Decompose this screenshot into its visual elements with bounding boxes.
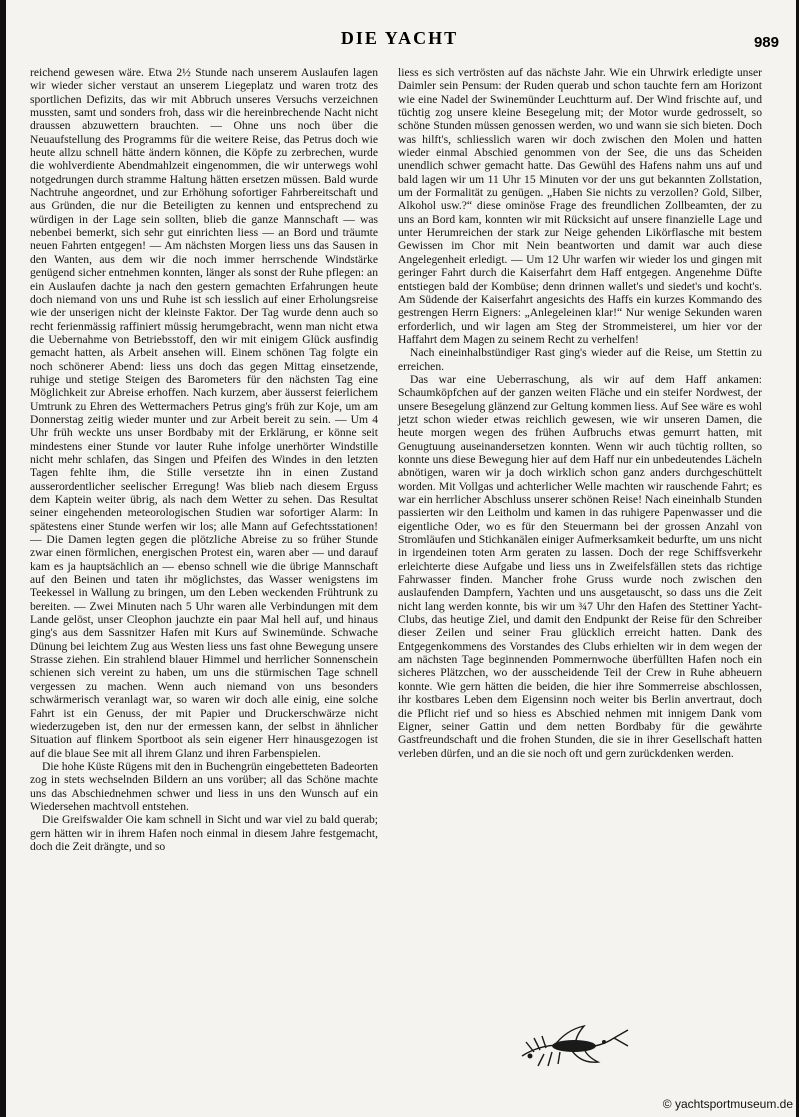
paragraph: liess es sich vertrösten auf das nächste Jahr. Wie ein Uhrwirk erledigte unser Daimler sein Pensum: der Ruden querab und schon tauchte fern am Horizont wie eine Nadel der Swinemünder Leuchtturm auf. Der Wind frischte auf, und tüchtig zog unsere kleine Besegelung mit; der Motor wurde gedrosselt, so schöne Stunden müssen genossen werden, wo und wann sie sich bieten. Doch was hilft's, schliesslich waren wir doch zwischen den Molen und hatten wieder einmal Abschied genommen von der See, die uns das Scheiden unendlich schwer gemacht hatte. Das Gewühl des Hafens nahm uns auf und bald lagen wir um 11 Uhr 15 Minuten vor der uns gut bekannten Zollstation, um der Formalität zu genügen. „Haben Sie nichts zu verzollen? Gold, Silber, Alkohol usw.?“ diese ominöse Frage des freundlichen Zollbeamten, der zu uns an Bord kam, konnten wir mit Rücksicht auf unsere finanzielle Lage und unter Herumreichen der stark zur Neige gehenden Likörflasche mit bestem Gewissen im Chor mit Nein beantworten und damit war auch diese Angelegenheit erledigt. — Um 12 Uhr warfen wir wieder los und gingen mit geringer Fahrt durch die Kaiserfahrt dem Haff entgegen. Angenehme Düfte entstiegen bald der Kombüse; denn drinnen wallet's und siedet's und kocht's. Am Südende der Kaiserfahrt angesichts des Haffs ein kurzes Kommando des gestrengen Herrn Eigners: „Anlegeleinen klar!“ Nur wenige Sekunden waren erforderlich, und wir lagen am Steg der Strommeisterei, um hier vor der Haffahrt dem Magen zu seinem Recht zu verhelfen! <box>398 66 762 346</box>
left-column <box>30 66 378 853</box>
paragraph: Die hohe Küste Rügens mit den in Buchengrün eingebetteten Badeorten zog in stets wechselnden Bildern an uns vorüber; all das Schöne machte uns das Abschiednehmen schwer und liess in uns den Wunsch auf ein Wiedersehen machtvoll entstehen. <box>30 759 378 813</box>
paragraph: Nach eineinhalbstündiger Rast ging's wieder auf die Reise, um Stettin zu erreichen. <box>398 346 762 373</box>
paragraph: Das war eine Ueberraschung, als wir auf dem Haff ankamen: Schaumköpfchen auf der ganzen weiten Fläche und ein steifer Nordwest, der unsere Besegelung glänzend zur Geltung kommen liess. Auf See wäre es wohl jetzt schon wieder etwas reichlich gewesen, wie wir unseren Damen, die heute morgen wegen des frühen Aufbruchs etwas gemurrt hatten, mit Genugtuung auseinandersetzen konnten. Wenn wir auch tüchtig rollten, so konnte uns diese Bewegung hier auf dem Haff nur ein unbedeutendes Lächeln abnötigen, waren wir ja doch wirklich schon ganz anders durchgeschüttelt worden. Mit Vollgas und achterlicher Welle machten wir rauschende Fahrt; es war ein herrlicher Abschluss unserer schönen Reise! Nach eineinhalb Stunden passierten wir den Leitholm und kamen in das ruhigere Papenwasser und die eigentliche Oder, wo es für den Steuermann bei der grossen Anzahl von Stromläufen und Stichkanälen einiger Aufmerksamkeit bedurfte, um uns nicht in irgendeinen toten Arm geraten zu lassen. Doch der rege Schiffsverkehr erleichterte diese Aufgabe und liess uns in Zweifelsfällen stets das richtige Fahrwasser finden. Mancher frohe Gruss wurde noch zwischen den auslaufenden Dampfern, Yachten und uns ausgetauscht, so dass uns die Zeit nicht lang werden konnte, bis wir um ¾7 Uhr den Hafen des Stettiner Yacht-Clubs, das heutige Ziel, und damit den Endpunkt der Reise für den Schreiber dieser Zeilen und seiner Frau glücklich erreicht hatten. Dank des Entgegenkommens des Vorstandes des Clubs erhielten wir in dem wegen der am nächsten Tage beginnenden Pommernwoche überfüllten Hafen noch ein sicheres Plätzchen, wo der ausscheidende Teil der Crew in Ruhe abheuern konnte. Wie gern hätten die beiden, die hier ihre Sommerreise abschlossen, ihr kostbares Leben dem Eigensinn noch weiter bis Berlin anvertraut, doch die Pflicht rief und so hiess es Abschied nehmen mit innigem Dank vom Eigner, seiner Gattin und dem netten Bordbaby für die gewährte Gastfreundschaft und die frohen Stunden, die sie in ihrer Gesellschaft hatten verleben dürfen, und an die sie noch oft und gern zurückdenken werden. <box>398 372 762 760</box>
fish-ornament-icon <box>514 1012 634 1072</box>
page-number: 989 <box>753 34 779 51</box>
paragraph: Die Greifswalder Oie kam schnell in Sicht und war viel zu bald querab; gern hätten wir in ihrem Hafen noch einmal in diesem Jahre festgemacht, doch die Zeit drängte, und so <box>30 813 378 853</box>
right-column <box>398 66 762 760</box>
watermark: © yachtsportmuseum.de <box>662 1097 793 1111</box>
scan-edge-left <box>0 0 6 1117</box>
paragraph: reichend gewesen wäre. Etwa 2½ Stunde nach unserem Auslaufen lagen wir wieder sicher verstaut an unserem Liegeplatz und waren trotz des sportlichen Defizits, das wir mit Abbruch unseres Versuchs verzeichnen mussten, samt und sonders froh, dass wir die hereinbrechende Nacht nicht draussen abzuwettern brauchten. — Ohne uns noch über die Neuaufstellung des Programms für die weitere Reise, das Petrus doch wie heute allzu schnell hätte ändern können, die Köpfe zu zerbrechen, wurde die wohlverdiente Abendmahlzeit eingenommen, die wir unterwegs wohl notgedrungen durch stramme Haltung hätten ersetzen müssen. Bald wurde Nachtruhe angeordnet, und zur Erhöhung sofortiger Fahrbereitschaft und aus Gründen, die nur die Beteiligten zu kennen und entsprechend zu würdigen in der Lage sein sollten, blieb die ganze Mannschaft — was nebenbei bemerkt, sich sehr gut einrichten liess — an Bord und träumte neuen Fahrten entgegen! — Am nächsten Morgen liess uns das Sausen in den Wanten, aus dem wir die noch immer herrschende Windstärke genügend sicher entnehmen konnten, länger als sonst der Ruhe pflegen: an ein Auslaufen dachte ja nach den gestern gemachten Erfahrungen heute doch niemand von uns und Ruhe ist sch iesslich auf einer Erholungsreise wie der unserigen nicht der kleinste Faktor. Der Tag wurde denn auch so recht ferienmässig raffiniert müssig herumgebracht, wenn man nicht etwa die Uebernahme von Betriebsstoff, den wir mit einigem Glück ausfindig gemacht hatten, als Arbeit ansehen will. Einem schönen Tag folgte ein noch schönerer Abend: liess uns doch das gegen Mittag einsetzende, ruhige und stetige Steigen des Barometers für den nächsten Tag eine Möglichkeit zur Abreise erhoffen. Nach kurzem, aber äusserst feierlichem Umtrunk zu Ehren des Wettermachers Petrus ging's früh zur Koje, um am Donnerstag zeitig wieder munter und zur Arbeit bereit zu sein. — Um 4 Uhr früh weckte uns unser Bordbaby mit der Erklärung, er könne seit mindestens einer Stunde vor lauter Ruhe infolge unerhörter Windstille nicht mehr schlafen, das Singen und Pfeifen des Windes in den letzten Tagen fehlte ihm, die Stille versetzte ihn in einen Zustand ausserordentlicher seelischer Erregung! Was blieb nach diesem Erguss dem Kaptein weiter übrig, als nach dem Wetter zu sehen. Das Resultat seiner eingehenden meteorologischen Studien war sofortiger Alarm: In spätestens einer Stunde werfen wir los; alle Mann auf Gefechtsstationen! — Die Damen legten gegen die plötzliche Abreise zu so früher Stunde zwar einen förmlichen, energischen Protest ein, waren aber — und darauf kam es ja hauptsächlich an — ebenso schnell wie die übrige Mannschaft auf den Beinen und taten ihr möglichstes, das Wasser wenigstens im Teekessel in Wallung zu bringen, um den Leben weckenden Frühtrunk zu bereiten. — Zwei Minuten nach 5 Uhr waren alle Verbindungen mit dem Lande gelöst, unser Cleophon jauchzte ein paar Mal hell auf, und hinaus ging's aus dem Sassnitzer Hafen mit Kurs auf Swinemünde. Schwache Dünung bei leichtem Zug aus Westen liess uns fast ohne Bewegung unsere Strasse ziehen. Ein strahlend blauer Himmel und herrlicher Sonnenschein schienen sich vereint zu haben, um uns die stürmischen Tage schnell vergessen zu machen. Wenn auch niemand von uns besonders schwärmerisch veranlagt war, so waren wir doch alle einig, eine solche Fahrt ist ein Genuss, der mit Papier und Druckerschwärze nicht wiederzugeben ist, den nur der ermessen kann, der selbst in ähnlicher Situation auf flinkem Sportboot als sein eigener Herr hinausgezogen ist auf die blaue See mit all ihrem Glanz und ihren Farbenspielen. <box>30 66 378 760</box>
page-title: DIE YACHT <box>340 28 459 48</box>
